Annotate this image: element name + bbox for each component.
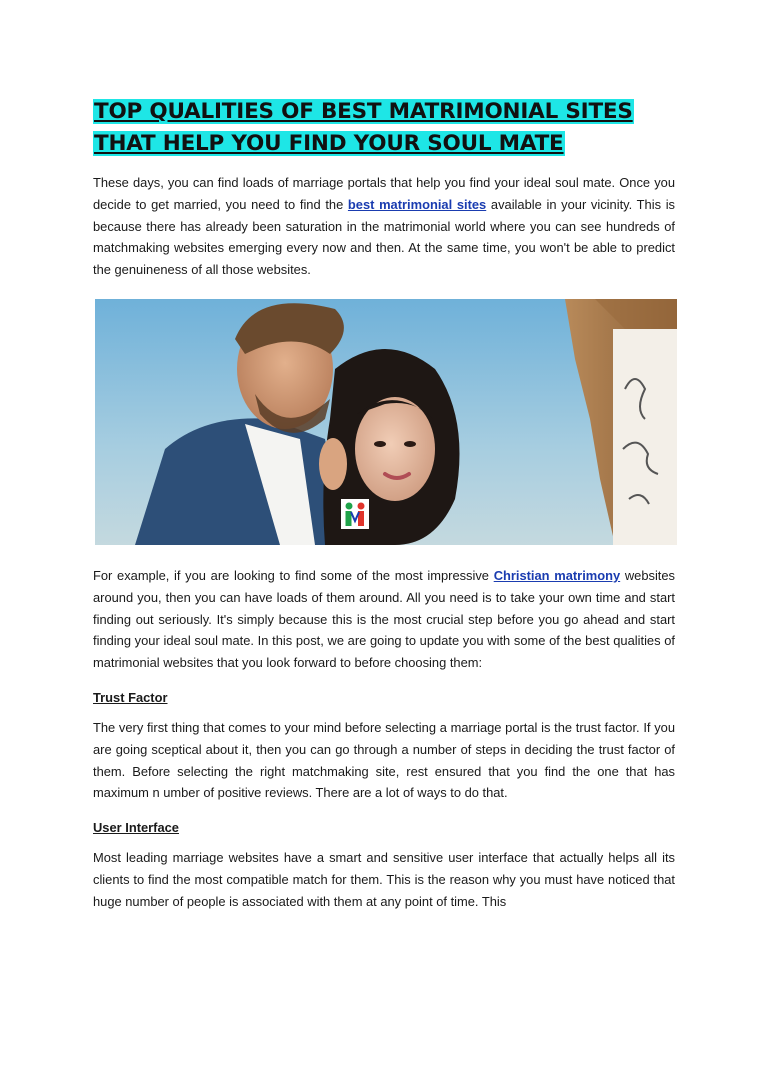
christian-matrimony-paragraph <box>93 565 675 674</box>
page-title: TOP QUALITIES OF BEST MATRIMONIAL SITES THAT HELP YOU FIND YOUR SOUL MATE <box>94 99 633 156</box>
trust-factor-text: The very first thing that comes to your mind before selecting a marriage portal is the trust factor. If you are going sceptical about it, then you can go through a number of steps in deciding the trust factor of them. Before selecting the right matchmaking site, rest ensured that you find the one that has maximum n umber of positive reviews. There are a lot of ways to do that. <box>93 719 675 801</box>
best-matrimonial-sites-link[interactable]: best matrimonial sites <box>347 196 487 212</box>
site-logo-icon <box>341 499 369 529</box>
document-page <box>93 96 675 913</box>
intro-text-start: These days, you can find loads of marriage portals that help you find your ideal soul mate. Once you decide to get married, you need to find the <box>93 175 675 212</box>
christian-matrimony-link[interactable]: Christian matrimony <box>493 567 621 583</box>
paragraph2-text-end: websites around you, then you can have loads of them around. All you need is to take your own time and start finding out seriously. It's simply because this is the most crucial step before you go ahead and start finding your ideal soul mate. In this post, we are going to update you with some of the best qualities of matrimonial websites that you look forward to before choosing them: <box>93 567 676 671</box>
intro-text-end: available in your vicinity. This is because there has already been saturation in the matrimonial world where you can see hundreds of matchmaking websites emerging every now and then. At the same time, you won't be able to predict the genuineness of all those websites. <box>93 196 675 278</box>
trust-factor-heading: Trust Factor <box>93 689 168 705</box>
paragraph2-text-start: For example, if you are looking to find some of the most impressive <box>93 567 494 583</box>
user-interface-heading: User Interface <box>93 820 179 836</box>
couple-photo <box>95 299 677 545</box>
intro-paragraph <box>93 172 675 281</box>
user-interface-text: Most leading marriage websites have a smart and sensitive user interface that actually helps all its clients to find the most compatible match for them. This is the reason why you must have noticed that huge number of people is associated with them at any point of time. This <box>93 850 675 909</box>
